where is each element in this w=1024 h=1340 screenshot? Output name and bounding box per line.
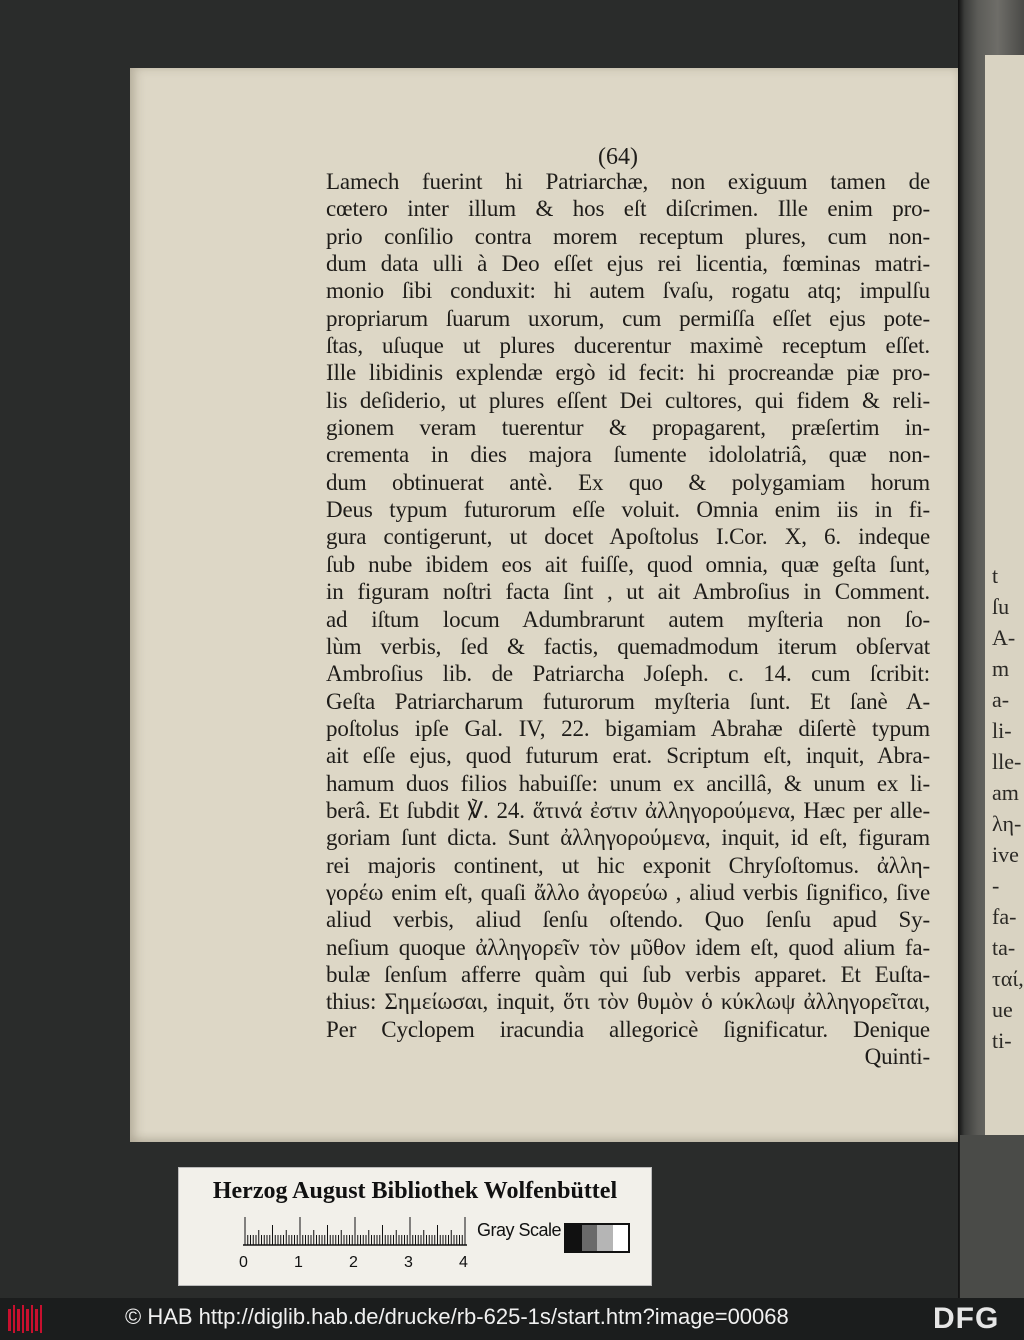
- facing-page-fragment: ue: [992, 997, 1013, 1022]
- facing-page-fragment: t: [992, 563, 999, 588]
- text-line: dum data ulli à Deo eſſet ejus rei licentia, fœminas matri-: [326, 251, 930, 277]
- facing-page-fragment: m: [992, 656, 1010, 681]
- copyright-link[interactable]: © HAB http://diglib.hab.de/drucke/rb-625-1s/start.htm?image=00068: [125, 1304, 789, 1329]
- text-line: Ambroſius lib. de Patriarcha Joſeph. c. 14. cum ſcribit:: [326, 661, 930, 687]
- ruler-icon: [243, 1216, 467, 1246]
- facing-page-fragment: a-: [992, 687, 1010, 712]
- ruler-number: 2: [349, 1254, 358, 1271]
- text-line: Geſta Patriarcharum futurorum myſteria ſunt. Et ſanè A-: [326, 688, 930, 714]
- text-line: ad iſtum locum Adumbrarunt autem myſteria non ſo-: [326, 606, 930, 632]
- gray-swatch: [582, 1225, 598, 1251]
- text-line: goriam ſunt dicta. Sunt ἀλληγορούμενα, inquit, id eſt, figuram: [326, 825, 930, 851]
- text-line: poſtolus ipſe Gal. IV, 22. bigamiam Abrahæ diſertè typum: [326, 715, 930, 741]
- text-line: neſium quoque ἀλληγορεῖν τὸν μῦθον idem eſt, quod alium fa-: [326, 934, 930, 960]
- text-line: thius: Σημείωσαι, inquit, ὅτι τὸν θυμὸν ὁ κύκλωψ ἀλληγορεῖται,: [326, 989, 930, 1015]
- ruler-number: 1: [294, 1254, 303, 1271]
- text-line: gura contigerunt, ut docet Apoſtolus I.Cor. X, 6. indeque: [326, 524, 930, 550]
- text-line: bulæ ſenſum afferre quàm qui ſub verbis apparet. Et Euſta-: [326, 961, 930, 987]
- facing-page-fragment: fa-: [992, 904, 1017, 929]
- page-text: [326, 168, 930, 1070]
- ruler-number: 4: [459, 1254, 468, 1271]
- text-line: berâ. Et ſubdit ℣. 24. ἅτινά ἐστιν ἀλληγορούμενα, Hæc per alle-: [326, 797, 930, 823]
- text-line: gionem veram tuerentur & propagarent, præſertim in-: [326, 415, 930, 441]
- gray-swatch: [566, 1225, 582, 1251]
- text-line: ſub nube ibidem eos ait fuiſſe, quod omnia, quæ geſta ſunt,: [326, 551, 930, 577]
- facing-page-shadow: [960, 1135, 1024, 1298]
- text-line: γορέω enim eſt, quaſi ἄλλο ἀγορεύω , aliud verbis ſignifico, ſive: [326, 879, 930, 905]
- text-line: prio conſilio contra morem receptum plures, cum non-: [326, 223, 930, 249]
- facing-page-fragment: λη-: [992, 811, 1022, 836]
- facing-page-fragment: am: [992, 780, 1019, 805]
- text-line: monio ſibi conduxit: hi autem ſvaſu, rogatu atq; impulſu: [326, 278, 930, 304]
- ruler-numbers: [237, 1254, 477, 1276]
- facing-page-fragment: li-: [992, 718, 1012, 743]
- facing-page-fragment: ταί,: [992, 966, 1024, 991]
- text-line: Ille libidinis explendæ ergò id fecit: hi procreandæ piæ pro-: [326, 360, 930, 386]
- text-line: Lamech fuerint hi Patriarchæ, non exiguum tamen de: [326, 169, 930, 194]
- color-calibration-card: [178, 1167, 652, 1286]
- text-line: hamum duos filios habuiſſe: unum ex ancillâ, & unum ex li-: [326, 770, 930, 796]
- text-line: lis deſiderio, ut plures eſſent Dei cultores, qui fidem & reli-: [326, 387, 930, 413]
- text-line: lùm verbis, ſed & factis, quemadmodum iterum obſervat: [326, 633, 930, 659]
- facing-page-fragments: [992, 560, 1024, 1053]
- text-line: propriarum ſuarum uxorum, cum permiſſa eſſet ejus pote-: [326, 305, 930, 331]
- facing-page-fragment: lle-: [992, 749, 1022, 774]
- gray-scale-swatches: [564, 1223, 630, 1253]
- hab-barcode-logo-icon: [7, 1303, 45, 1335]
- text-line: in figuram noſtri facta ſint , ut ait Ambroſius in Comment.: [326, 579, 930, 605]
- text-line: Per Cyclopem iracundia allegoricè ſignificatur. Denique: [326, 1016, 930, 1042]
- text-line: rei majoris continent, ut hic exponit Chryſoſtomus. ἀλλη-: [326, 852, 930, 878]
- facing-page-fragment: ti-: [992, 1028, 1012, 1053]
- facing-page-fragment: -: [992, 873, 1000, 898]
- page-number: (64): [598, 144, 638, 170]
- text-line: crementa in dies majora ſumente idololatriâ, quæ non-: [326, 442, 930, 468]
- text-line: cœtero inter illum & hos eſt diſcrimen. Ille enim pro-: [326, 196, 930, 222]
- facing-page-fragment: ive: [992, 842, 1019, 867]
- dfg-logo: DFG: [933, 1302, 1000, 1335]
- text-line: aliud verbis, aliud ſenſu oſtendo. Quo ſenſu apud Sy-: [326, 907, 930, 933]
- facing-page-fragment: A-: [992, 625, 1016, 650]
- facing-page-fragment: ſu: [992, 594, 1010, 619]
- gray-swatch: [613, 1225, 629, 1251]
- ruler-number: 3: [404, 1254, 413, 1271]
- text-line: dum obtinuerat antè. Ex quo & polygamiam horum: [326, 469, 930, 495]
- gray-swatch: [597, 1225, 613, 1251]
- ruler-number: 0: [239, 1254, 248, 1271]
- text-line: Quinti-: [864, 1044, 930, 1069]
- text-line: ſtas, uſuque ut plures ducerentur maximè receptum eſſet.: [326, 333, 930, 359]
- library-title: Herzog August Bibliothek Wolfenbüttel: [212, 1178, 618, 1204]
- gray-scale-label: Gray Scale: [477, 1220, 562, 1240]
- text-line: Deus typum futurorum eſſe voluit. Omnia enim iis in fi-: [326, 497, 930, 523]
- facing-page-fragment: ta-: [992, 935, 1016, 960]
- text-line: ait eſſe ejus, quod futurum erat. Scriptum eſt, inquit, Abra-: [326, 743, 930, 769]
